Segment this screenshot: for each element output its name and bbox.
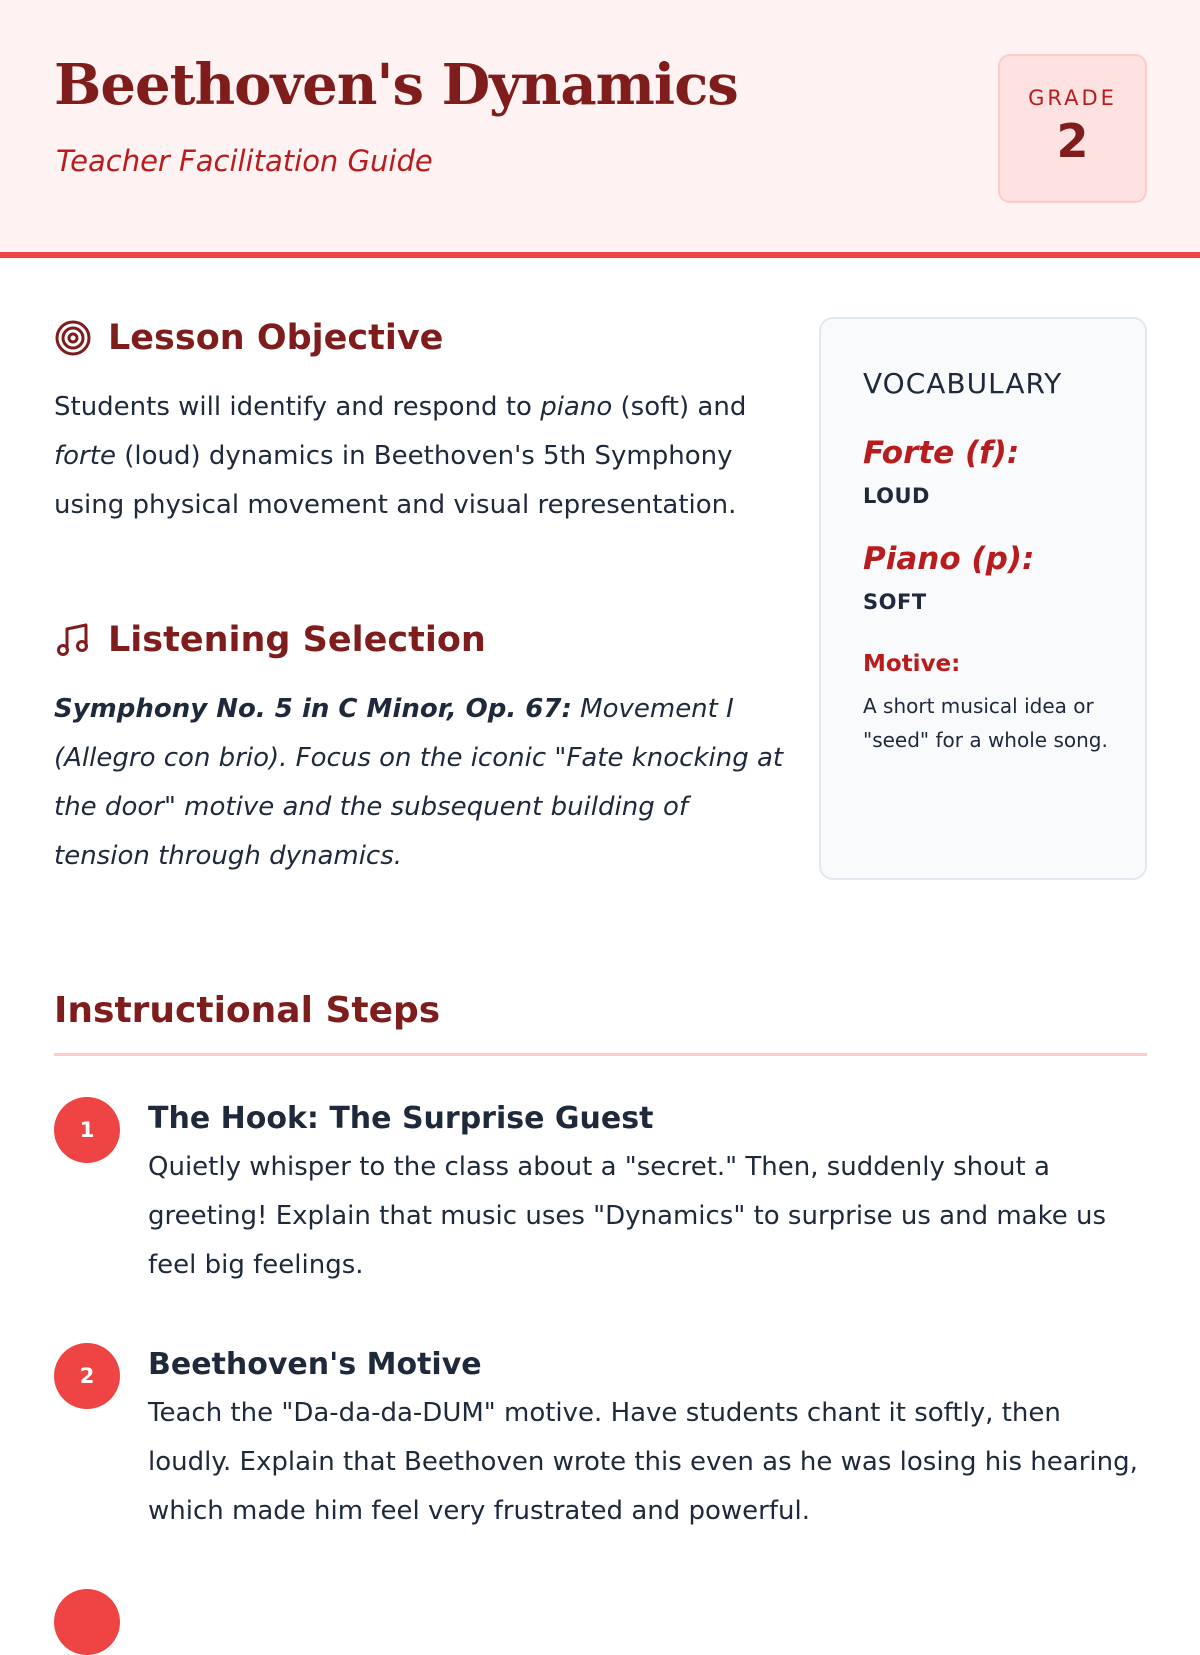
page-title: Beethoven's Dynamics: [54, 52, 738, 118]
page-subtitle: Teacher Facilitation Guide: [56, 144, 433, 178]
step-number-badge: 2: [54, 1343, 120, 1409]
listening-heading: [54, 620, 486, 660]
objective-text-part: (soft) and: [612, 392, 747, 422]
steps-divider: [54, 1053, 1147, 1056]
listening-heading-label: Listening Selection: [108, 620, 486, 660]
step-title: The Hook: The Surprise Guest: [148, 1101, 654, 1136]
listening-work-title: Symphony No. 5 in C Minor, Op. 67:: [54, 694, 572, 724]
vocab-definition-piano: SOFT: [863, 590, 927, 614]
vocab-term-motive: Motive:: [863, 651, 961, 677]
grade-badge: [998, 54, 1147, 203]
piano-term: piano: [540, 392, 613, 422]
vocab-definition-motive: A short musical idea or "seed" for a whole song.: [863, 694, 1108, 752]
step-number-badge-partial: [54, 1589, 120, 1655]
step-number-badge: 1: [54, 1097, 120, 1163]
music-note-icon: [54, 621, 92, 659]
vocabulary-title: VOCABULARY: [863, 367, 1063, 400]
objective-heading: [54, 318, 443, 358]
listening-description: Movement I (Allegro con brio). Focus on the iconic "Fate knocking at the door" motive and the subsequent building of tension through dynamics.: [54, 694, 784, 871]
page-header: [0, 0, 1200, 258]
vocab-term-forte: Forte (f):: [863, 435, 1020, 471]
steps-heading: Instructional Steps: [54, 990, 441, 1031]
vocabulary-card: [819, 317, 1147, 880]
vocab-term-piano: Piano (p):: [863, 541, 1035, 577]
listening-text: [54, 685, 784, 881]
objective-text-part: Students will identify and respond to: [54, 392, 541, 422]
objective-text: [54, 383, 784, 530]
step-body: Teach the "Da-da-da-DUM" motive. Have students chant it softly, then loudly. Explain that Beethoven wrote this even as he was losing his hearing, which made him feel very frustrated and powerful.: [148, 1398, 1138, 1526]
vocab-definition-forte: LOUD: [863, 484, 930, 508]
grade-value: 2: [1056, 114, 1089, 168]
objective-heading-label: Lesson Objective: [108, 318, 444, 358]
objective-text-part: (loud) dynamics in Beethoven's 5th Symphony using physical movement and visual representation.: [54, 441, 737, 520]
step-title: Beethoven's Motive: [148, 1347, 482, 1382]
forte-term: forte: [54, 441, 116, 471]
step-body: Quietly whisper to the class about a "secret." Then, suddenly shout a greeting! Explain that music uses "Dynamics" to surprise us and make us feel big feelings.: [148, 1152, 1107, 1280]
grade-label: GRADE: [1028, 86, 1117, 110]
target-icon: [54, 319, 92, 357]
